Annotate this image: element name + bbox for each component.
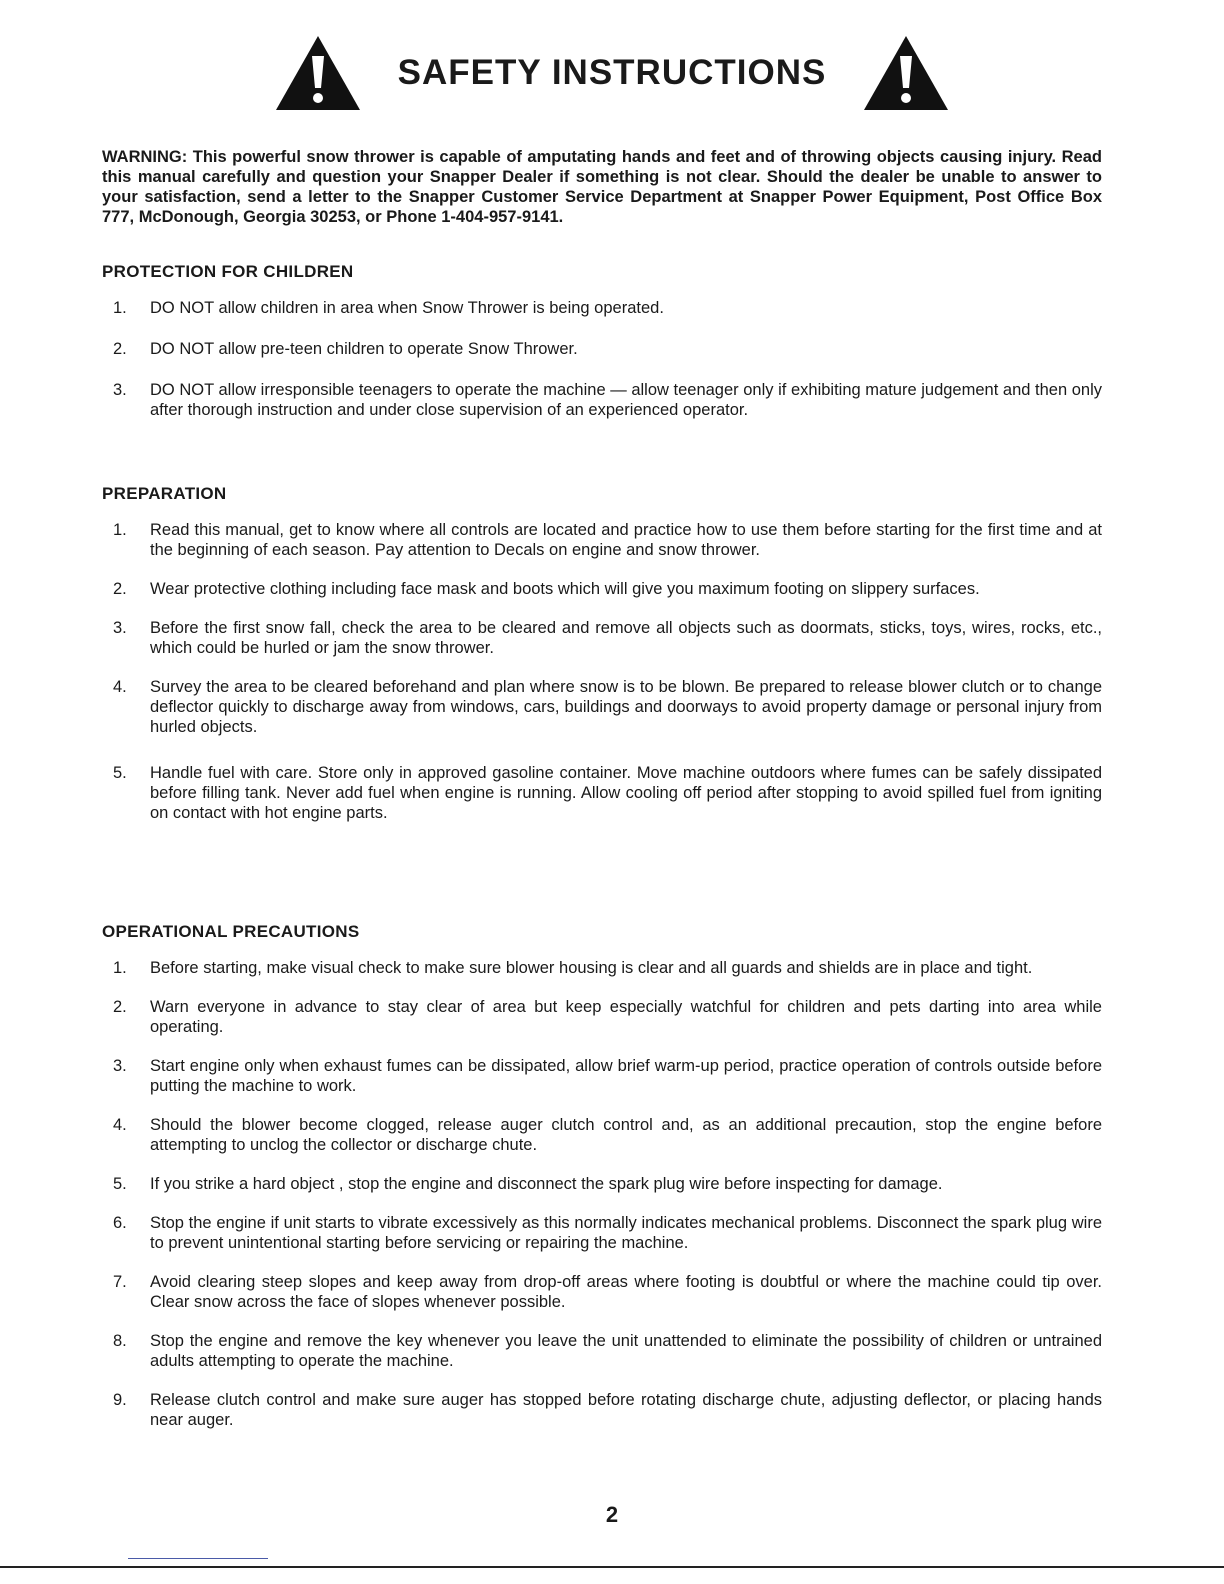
item-number: 1. (113, 959, 127, 977)
list-item (102, 1390, 1102, 1430)
list-item (102, 763, 1102, 823)
list-item (102, 997, 1102, 1037)
item-text: Avoid clearing steep slopes and keep away from drop-off areas where footing is doubtful or where the machine could tip over. Clear snow across the face of slopes whenever possible. (150, 1273, 1102, 1311)
warning-triangle-icon (274, 34, 362, 112)
section-heading: OPERATIONAL PRECAUTIONS (102, 922, 360, 941)
item-number: 8. (113, 1332, 127, 1350)
list-item (102, 1213, 1102, 1253)
item-number: 3. (113, 381, 127, 399)
item-text: Warn everyone in advance to stay clear of area but keep especially watchful for children and pets darting into area while operating. (150, 998, 1102, 1036)
item-text: DO NOT allow pre-teen children to operate Snow Thrower. (150, 340, 578, 358)
item-number: 4. (113, 1116, 127, 1134)
item-number: 9. (113, 1391, 127, 1409)
instruction-list (102, 298, 1102, 420)
page-title: SAFETY INSTRUCTIONS (397, 53, 827, 92)
list-item (102, 1174, 1102, 1194)
list-item (102, 618, 1102, 658)
warning-paragraph: WARNING: This powerful snow thrower is capable of amputating hands and feet and of throwing objects causing injury. Read this manual carefully and question your Snapper Dealer if something is not clear. Should the dealer be unable to answer to your satisfaction, send a letter to the Snapper Customer Service Department at Snapper Power Equipment, Post Office Box 777, McDonough, Georgia 30253, or Phone 1-404-957-9141. (102, 148, 1102, 226)
item-number: 1. (113, 521, 127, 539)
item-text: DO NOT allow irresponsible teenagers to operate the machine — allow teenager only if exhibiting mature judgement and then only after thorough instruction and under close supervision of an experienced operator. (150, 381, 1102, 419)
item-text: Should the blower become clogged, release auger clutch control and, as an additional precaution, stop the engine before attempting to unclog the collector or discharge chute. (150, 1116, 1102, 1154)
list-item (102, 1272, 1102, 1312)
item-number: 6. (113, 1214, 127, 1232)
item-number: 3. (113, 619, 127, 637)
item-text: Read this manual, get to know where all controls are located and practice how to use them before starting for the first time and at the beginning of each season. Pay attention to Decals on engine and snow thrower. (150, 521, 1102, 559)
list-item (102, 339, 1102, 359)
warning-triangle-icon (862, 34, 950, 112)
item-text: Before the first snow fall, check the area to be cleared and remove all objects such as doormats, sticks, toys, wires, rocks, etc., which could be hurled or jam the snow thrower. (150, 619, 1102, 657)
page-number: 2 (605, 1502, 619, 1527)
item-text: Stop the engine if unit starts to vibrate excessively as this normally indicates mechanical problems. Disconnect the spark plug wire to prevent unintentional starting before servicing or repairing the machine. (150, 1214, 1102, 1252)
list-item (102, 579, 1102, 599)
item-text: DO NOT allow children in area when Snow Thrower is being operated. (150, 299, 664, 317)
list-item (102, 958, 1102, 978)
item-number: 2. (113, 998, 127, 1016)
list-item (102, 1331, 1102, 1371)
item-number: 5. (113, 764, 127, 782)
footer-rule (0, 1566, 1224, 1568)
item-text: If you strike a hard object , stop the engine and disconnect the spark plug wire before inspecting for damage. (150, 1175, 943, 1193)
section-protection-for-children (102, 262, 1102, 441)
item-text: Wear protective clothing including face mask and boots which will give you maximum footing on slippery surfaces. (150, 580, 980, 598)
item-number: 1. (113, 299, 127, 317)
item-number: 2. (113, 580, 127, 598)
list-item (102, 677, 1102, 737)
footer-rule-thin (128, 1558, 268, 1559)
list-item (102, 298, 1102, 318)
item-number: 3. (113, 1057, 127, 1075)
item-text: Before starting, make visual check to make sure blower housing is clear and all guards and shields are in place and tight. (150, 959, 1033, 977)
item-number: 2. (113, 340, 127, 358)
item-number: 7. (113, 1273, 127, 1291)
list-item (102, 380, 1102, 420)
title-row (0, 34, 1224, 112)
instruction-list (102, 958, 1102, 1430)
section-heading: PREPARATION (102, 484, 227, 503)
list-item (102, 520, 1102, 560)
item-text: Survey the area to be cleared beforehand and plan where snow is to be blown. Be prepared to release blower clutch or to change deflector quickly to discharge away from windows, cars, buildings and doorways to avoid property damage or personal injury from hurled objects. (150, 678, 1102, 736)
item-text: Stop the engine and remove the key whenever you leave the unit unattended to eliminate the possibility of children or untrained adults attempting to operate the machine. (150, 1332, 1102, 1370)
item-text: Handle fuel with care. Store only in approved gasoline container. Move machine outdoors where fumes can be safely dissipated before filling tank. Never add fuel when engine is running. Allow cooling off period after stopping to avoid spilled fuel from igniting on contact with hot engine parts. (150, 764, 1102, 822)
section-preparation (102, 484, 1102, 842)
list-item (102, 1115, 1102, 1155)
section-heading: PROTECTION FOR CHILDREN (102, 262, 354, 281)
item-text: Start engine only when exhaust fumes can be dissipated, allow brief warm-up period, practice operation of controls outside before putting the machine to work. (150, 1057, 1102, 1095)
section-operational-precautions (102, 922, 1102, 1449)
list-item (102, 1056, 1102, 1096)
item-text: Release clutch control and make sure auger has stopped before rotating discharge chute, adjusting deflector, or placing hands near auger. (150, 1391, 1102, 1429)
instruction-list (102, 520, 1102, 823)
item-number: 5. (113, 1175, 127, 1193)
item-number: 4. (113, 678, 127, 696)
